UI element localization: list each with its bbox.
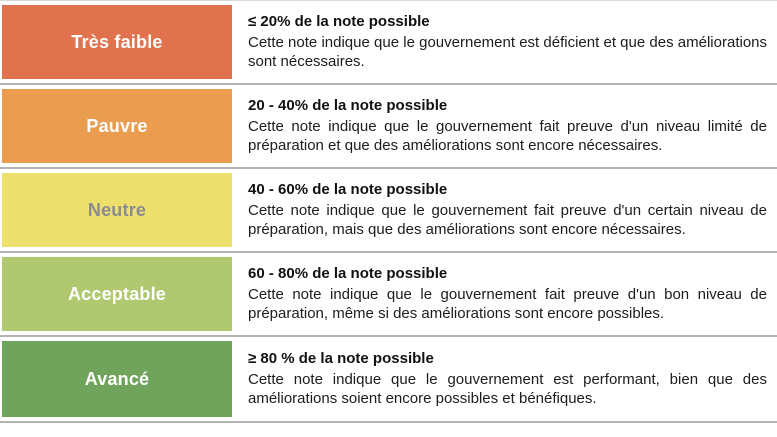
rating-range-heading: 40 - 60% de la note possible	[248, 181, 448, 199]
rating-description: Cette note indique que le gouvernement fait preuve d'un bon niveau de préparation, même si des améliorations sont encore possibles.	[248, 285, 767, 323]
rating-range-heading: ≥ 80 % de la note possible	[248, 350, 434, 368]
rating-swatch	[2, 173, 232, 247]
rating-swatch	[2, 257, 232, 331]
rating-row-avance	[0, 337, 777, 421]
rating-range-heading: 60 - 80% de la note possible	[248, 265, 448, 283]
rating-text-block	[248, 349, 767, 408]
rating-range-heading: ≤ 20% de la note possible	[248, 13, 430, 31]
rating-text-block	[248, 12, 767, 71]
rating-description: Cette note indique que le gouvernement fait preuve d'un niveau limité de préparation et que des améliorations sont encore nécessaires.	[248, 117, 767, 155]
rating-text-block	[248, 180, 767, 239]
rating-range-heading: 20 - 40% de la note possible	[248, 97, 448, 115]
rating-swatch	[2, 89, 232, 163]
rating-text-block	[248, 96, 767, 155]
rating-swatch	[2, 341, 232, 417]
rating-label: Acceptable	[67, 283, 167, 304]
rating-row-neutre	[0, 169, 777, 253]
rating-row-acceptable	[0, 253, 777, 337]
rating-label: Très faible	[71, 31, 163, 52]
rating-label: Pauvre	[86, 115, 148, 136]
rating-row-pauvre	[0, 85, 777, 169]
rating-label: Neutre	[87, 199, 147, 220]
rating-description: Cette note indique que le gouvernement est déficient et que des améliorations sont nécessaires.	[248, 33, 767, 71]
rating-description: Cette note indique que le gouvernement est performant, bien que des améliorations soient encore possibles et bénéfiques.	[248, 370, 767, 408]
rating-description: Cette note indique que le gouvernement fait preuve d'un certain niveau de préparation, mais que des améliorations sont encore nécessaires.	[248, 201, 767, 239]
rating-label: Avancé	[84, 368, 150, 389]
rating-row-tres-faible	[0, 1, 777, 85]
rating-swatch	[2, 5, 232, 79]
rating-text-block	[248, 264, 767, 323]
